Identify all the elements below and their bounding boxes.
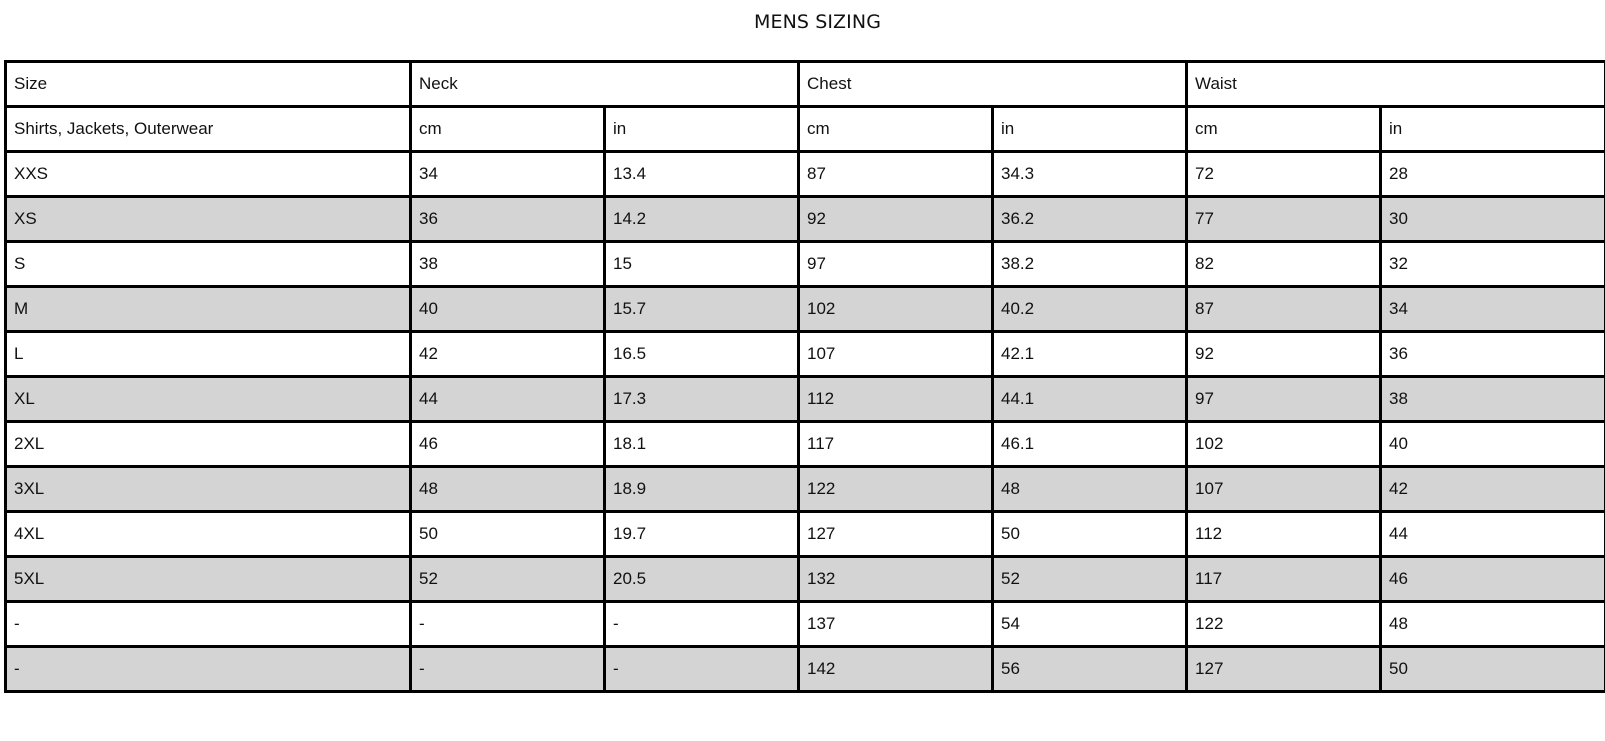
cell-waist-in: 46 — [1381, 557, 1605, 602]
cell-neck-cm: 48 — [411, 467, 605, 512]
cell-waist-cm: 117 — [1187, 557, 1381, 602]
cell-size: M — [6, 287, 411, 332]
cell-neck-cm: - — [411, 602, 605, 647]
cell-chest-in: 34.3 — [993, 152, 1187, 197]
cell-waist-in: 28 — [1381, 152, 1605, 197]
cell-size: 5XL — [6, 557, 411, 602]
cell-neck-in: - — [605, 602, 799, 647]
table-row — [6, 647, 1605, 692]
cell-waist-in: 32 — [1381, 242, 1605, 287]
table-row — [6, 557, 1605, 602]
cell-chest-cm: 117 — [799, 422, 993, 467]
cell-neck-in: 17.3 — [605, 377, 799, 422]
cell-neck-cm: 46 — [411, 422, 605, 467]
cell-waist-in: 40 — [1381, 422, 1605, 467]
size-chart-table — [4, 60, 1605, 693]
cell-waist-in: 42 — [1381, 467, 1605, 512]
table-row — [6, 287, 1605, 332]
cell-waist-cm: 102 — [1187, 422, 1381, 467]
cell-waist-cm: 82 — [1187, 242, 1381, 287]
page-title: MENS SIZING — [753, 11, 882, 33]
cell-waist-cm: 77 — [1187, 197, 1381, 242]
cell-size: XXS — [6, 152, 411, 197]
cell-chest-in: 54 — [993, 602, 1187, 647]
cell-waist-in: 34 — [1381, 287, 1605, 332]
cell-neck-cm: - — [411, 647, 605, 692]
header-neck: Neck — [411, 62, 799, 107]
cell-size: 4XL — [6, 512, 411, 557]
cell-neck-in: 15.7 — [605, 287, 799, 332]
cell-size: 3XL — [6, 467, 411, 512]
cell-neck-cm: 42 — [411, 332, 605, 377]
header-size: Size — [6, 62, 411, 107]
cell-chest-in: 52 — [993, 557, 1187, 602]
subheader-neck-cm: cm — [411, 107, 605, 152]
header-row — [6, 62, 1605, 107]
cell-chest-in: 46.1 — [993, 422, 1187, 467]
cell-waist-cm: 112 — [1187, 512, 1381, 557]
cell-neck-in: 20.5 — [605, 557, 799, 602]
table-row — [6, 512, 1605, 557]
cell-waist-cm: 97 — [1187, 377, 1381, 422]
cell-waist-in: 36 — [1381, 332, 1605, 377]
cell-waist-in: 30 — [1381, 197, 1605, 242]
table-row — [6, 602, 1605, 647]
subheader-row — [6, 107, 1605, 152]
cell-chest-cm: 112 — [799, 377, 993, 422]
cell-waist-in: 38 — [1381, 377, 1605, 422]
cell-neck-cm: 52 — [411, 557, 605, 602]
cell-waist-cm: 122 — [1187, 602, 1381, 647]
table-row — [6, 242, 1605, 287]
subheader-neck-in: in — [605, 107, 799, 152]
cell-neck-in: 15 — [605, 242, 799, 287]
cell-size: - — [6, 647, 411, 692]
cell-chest-cm: 102 — [799, 287, 993, 332]
cell-neck-in: 13.4 — [605, 152, 799, 197]
cell-neck-cm: 40 — [411, 287, 605, 332]
cell-neck-cm: 36 — [411, 197, 605, 242]
cell-size: 2XL — [6, 422, 411, 467]
table-row — [6, 197, 1605, 242]
cell-chest-in: 40.2 — [993, 287, 1187, 332]
cell-chest-in: 42.1 — [993, 332, 1187, 377]
cell-neck-cm: 38 — [411, 242, 605, 287]
cell-neck-in: 18.9 — [605, 467, 799, 512]
cell-chest-in: 48 — [993, 467, 1187, 512]
cell-neck-in: 19.7 — [605, 512, 799, 557]
cell-waist-cm: 92 — [1187, 332, 1381, 377]
cell-waist-cm: 107 — [1187, 467, 1381, 512]
cell-chest-cm: 122 — [799, 467, 993, 512]
table-row — [6, 152, 1605, 197]
cell-neck-in: 14.2 — [605, 197, 799, 242]
cell-size: - — [6, 602, 411, 647]
cell-waist-cm: 127 — [1187, 647, 1381, 692]
cell-neck-cm: 44 — [411, 377, 605, 422]
cell-neck-cm: 50 — [411, 512, 605, 557]
cell-chest-in: 50 — [993, 512, 1187, 557]
cell-chest-cm: 107 — [799, 332, 993, 377]
cell-neck-in: 16.5 — [605, 332, 799, 377]
table-row — [6, 467, 1605, 512]
subheader-waist-cm: cm — [1187, 107, 1381, 152]
cell-waist-cm: 87 — [1187, 287, 1381, 332]
table-row — [6, 332, 1605, 377]
table-row — [6, 422, 1605, 467]
subheader-chest-cm: cm — [799, 107, 993, 152]
cell-waist-cm: 72 — [1187, 152, 1381, 197]
cell-waist-in: 44 — [1381, 512, 1605, 557]
cell-chest-cm: 97 — [799, 242, 993, 287]
cell-chest-in: 36.2 — [993, 197, 1187, 242]
cell-chest-in: 38.2 — [993, 242, 1187, 287]
cell-chest-cm: 137 — [799, 602, 993, 647]
subheader-category: Shirts, Jackets, Outerwear — [6, 107, 411, 152]
cell-waist-in: 50 — [1381, 647, 1605, 692]
cell-size: S — [6, 242, 411, 287]
cell-chest-cm: 127 — [799, 512, 993, 557]
cell-waist-in: 48 — [1381, 602, 1605, 647]
table-body — [6, 62, 1605, 692]
cell-neck-cm: 34 — [411, 152, 605, 197]
cell-chest-cm: 142 — [799, 647, 993, 692]
subheader-waist-in: in — [1381, 107, 1605, 152]
subheader-chest-in: in — [993, 107, 1187, 152]
cell-size: XS — [6, 197, 411, 242]
header-waist: Waist — [1187, 62, 1605, 107]
cell-neck-in: - — [605, 647, 799, 692]
cell-chest-cm: 87 — [799, 152, 993, 197]
table-row — [6, 377, 1605, 422]
cell-size: L — [6, 332, 411, 377]
cell-chest-in: 44.1 — [993, 377, 1187, 422]
header-chest: Chest — [799, 62, 1187, 107]
cell-neck-in: 18.1 — [605, 422, 799, 467]
cell-chest-cm: 92 — [799, 197, 993, 242]
cell-chest-in: 56 — [993, 647, 1187, 692]
cell-chest-cm: 132 — [799, 557, 993, 602]
cell-size: XL — [6, 377, 411, 422]
